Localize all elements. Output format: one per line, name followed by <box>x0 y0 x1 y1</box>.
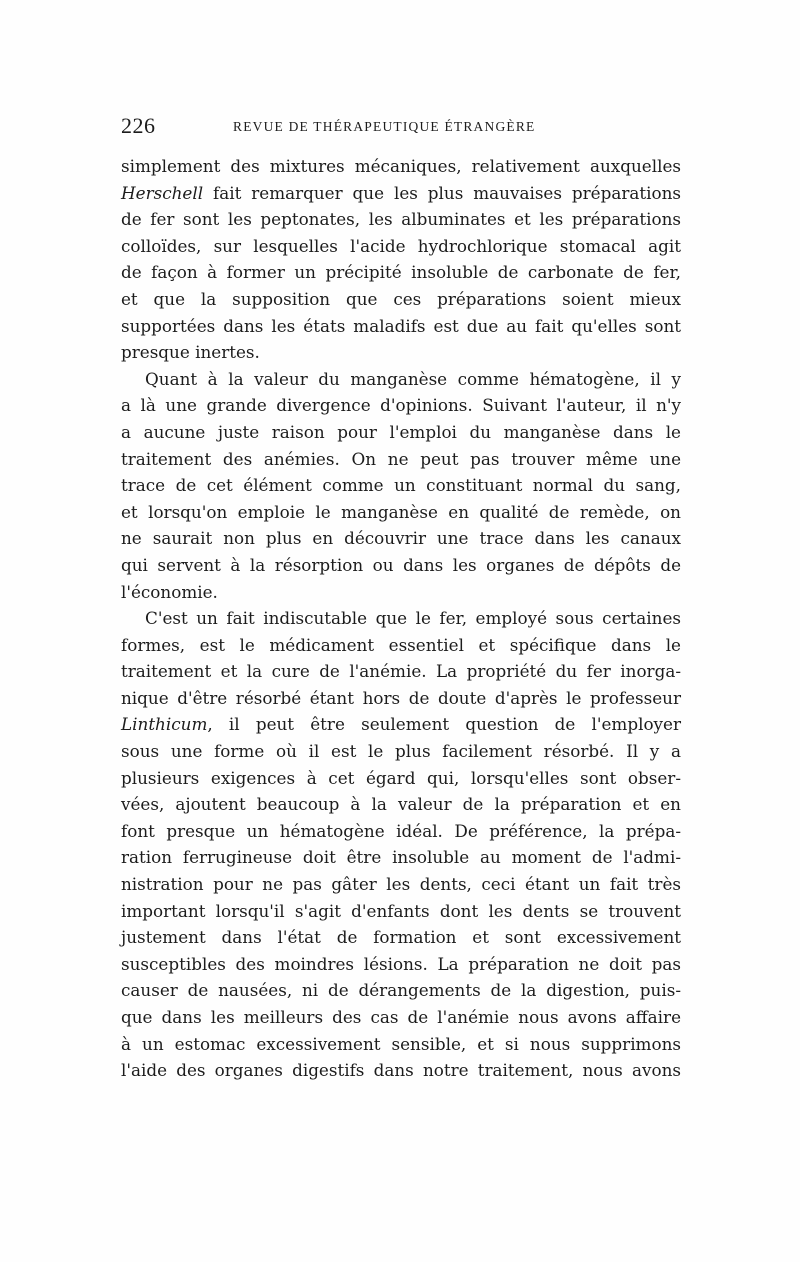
text-segment: susceptibles des moindres lésions. La préparation ne doit pas <box>121 953 681 974</box>
text-segment: traitement et la cure de l'anémie. La propriété du fer inorga- <box>121 661 681 682</box>
text-segment: plusieurs exigences à cet égard qui, lorsqu'elles sont obser- <box>121 767 681 788</box>
text-line <box>121 525 681 552</box>
text-segment: a aucune juste raison pour l'emploi du manganèse dans le <box>121 421 681 442</box>
text-segment: à un estomac excessivement sensible, et si nous supprimons <box>121 1033 681 1054</box>
text-line <box>121 392 681 419</box>
body-text <box>121 153 681 1084</box>
text-segment: , il peut être seulement question de l'employer <box>207 714 681 735</box>
page-number: 226 <box>121 113 156 138</box>
text-line <box>121 313 681 340</box>
text-line <box>121 844 681 871</box>
text-line <box>121 1031 681 1058</box>
text-segment: C'est un fait indiscutable que le fer, employé sous certaines <box>145 608 681 629</box>
italic-author-name: Herschell <box>121 182 204 203</box>
italic-author-name: Linthicum <box>121 714 208 735</box>
text-segment: a là une grande divergence d'opinions. Suivant l'auteur, il n'y <box>121 395 681 416</box>
text-line <box>121 791 681 818</box>
text-segment: ration ferrugineuse doit être insoluble au moment de l'admi- <box>121 847 681 868</box>
text-segment: presque inertes. <box>121 342 260 363</box>
text-segment: traitement des anémies. On ne peut pas trouver même une <box>121 448 681 469</box>
text-segment: justement dans l'état de formation et sont excessivement <box>121 927 681 948</box>
text-segment: supportées dans les états maladifs est due au fait qu'elles sont <box>121 315 681 336</box>
text-segment: de façon à former un précipité insoluble de carbonate de fer, <box>121 262 681 283</box>
text-segment: formes, est le médicament essentiel et spécifique dans le <box>121 634 681 655</box>
text-line <box>121 658 681 685</box>
text-segment: qui servent à la résorption ou dans les organes de dépôts de <box>121 554 681 575</box>
running-title: REVUE DE THÉRAPEUTIQUE ÉTRANGÈRE <box>233 119 536 134</box>
text-line <box>121 605 681 632</box>
text-segment: l'économie. <box>121 581 218 602</box>
text-line <box>121 765 681 792</box>
text-segment: l'aide des organes digestifs dans notre traitement, nous avons <box>121 1060 681 1081</box>
text-segment: colloïdes, sur lesquelles l'acide hydrochlorique stomacal agit <box>121 235 681 256</box>
text-segment: Quant à la valeur du manganèse comme hématogène, il y <box>145 368 681 389</box>
text-line <box>121 286 681 313</box>
text-line <box>121 951 681 978</box>
text-line <box>121 818 681 845</box>
text-line <box>121 898 681 925</box>
text-segment: sous une forme où il est le plus facilement résorbé. Il y a <box>121 741 681 762</box>
text-line <box>121 366 681 393</box>
text-line <box>121 259 681 286</box>
text-segment: nistration pour ne pas gâter les dents, ceci étant un fait très <box>121 874 681 895</box>
text-line <box>121 552 681 579</box>
text-line <box>121 579 681 606</box>
text-line <box>121 632 681 659</box>
text-segment: simplement des mixtures mécaniques, relativement auxquelles <box>121 156 681 176</box>
text-segment: nique d'être résorbé étant hors de doute d'après le professeur <box>121 687 681 708</box>
text-line <box>121 1004 681 1031</box>
text-line <box>121 233 681 260</box>
text-line <box>121 153 681 180</box>
text-segment: et que la supposition que ces préparations soient mieux <box>121 288 681 309</box>
text-line <box>121 738 681 765</box>
text-line <box>121 180 681 207</box>
text-line <box>121 339 681 366</box>
text-line <box>121 871 681 898</box>
text-line <box>121 977 681 1004</box>
text-line <box>121 419 681 446</box>
text-line <box>121 711 681 738</box>
text-segment: de fer sont les peptonates, les albuminates et les préparations <box>121 209 681 230</box>
text-segment: et lorsqu'on emploie le manganèse en qualité de remède, on <box>121 501 681 522</box>
page-header <box>121 113 681 143</box>
text-line <box>121 685 681 712</box>
text-segment: fait remarquer que les plus mauvaises préparations <box>203 182 681 203</box>
text-segment: que dans les meilleurs des cas de l'anémie nous avons affaire <box>121 1007 681 1027</box>
text-segment: trace de cet élément comme un constituant normal du sang, <box>121 475 681 496</box>
text-segment: font presque un hématogène idéal. De préférence, la prépa- <box>121 820 681 841</box>
text-line <box>121 924 681 951</box>
text-line <box>121 472 681 499</box>
text-line <box>121 1057 681 1084</box>
text-line <box>121 446 681 473</box>
text-segment: vées, ajoutent beaucoup à la valeur de la préparation et en <box>121 794 681 815</box>
text-segment: important lorsqu'il s'agit d'enfants dont les dents se trouvent <box>121 900 681 921</box>
text-line <box>121 206 681 233</box>
text-segment: ne saurait non plus en découvrir une trace dans les canaux <box>121 528 681 549</box>
text-segment: causer de nausées, ni de dérangements de la digestion, puis- <box>121 980 681 1001</box>
text-line <box>121 499 681 526</box>
